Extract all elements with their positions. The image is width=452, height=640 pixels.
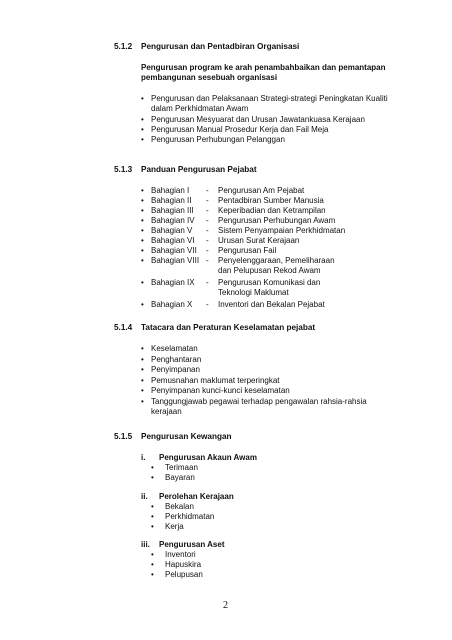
part-description [218,246,276,256]
subsection-number: i. [141,453,146,462]
section-intro-line-2: pembangunan sesebuah organisasi [141,73,278,82]
dash-separator: - [206,236,209,245]
bullet-icon: • [151,473,154,482]
part-label: Bahagian VIII [151,256,200,265]
list-item-text [151,386,290,396]
part-description [218,196,324,206]
subsection-title: Pengurusan Aset [159,540,225,549]
part-label: Bahagian VII [151,246,197,255]
description-line: Pengurusan Am Pejabat [218,186,305,195]
bullet-icon: • [141,300,144,309]
description-line: Teknologi Maklumat [218,288,289,297]
dash-separator: - [206,300,209,309]
section-number-514: 5.1.4 [114,323,133,332]
page-number: 2 [223,600,228,611]
list-item-line: Pengurusan Perhubungan Pelanggan [151,135,285,144]
list-item-text: Inventori [165,550,196,559]
dash-separator: - [206,206,209,215]
list-item-text [151,115,365,125]
bullet-icon: • [141,115,144,124]
list-item-text [151,125,328,135]
part-label: Bahagian I [151,186,190,195]
description-line: Urusan Surat Kerajaan [218,236,300,245]
bullet-icon: • [141,135,144,144]
dash-separator: - [206,216,209,225]
section-title-514: Tatacara dan Peraturan Keselamatan pejabat [141,323,316,332]
list-item-line: Pengurusan Manual Prosedur Kerja dan Fail Meja [151,125,329,134]
bullet-icon: • [151,522,154,531]
subsection-title: Pengurusan Akaun Awam [159,453,257,462]
bullet-icon: • [141,186,144,195]
list-item-line: Keselamatan [151,344,198,353]
list-item-text [151,376,280,386]
list-item-line: Pengurusan dan Pelaksanaan Strategi-strategi Peningkatan Kualiti [151,94,388,103]
part-description [218,206,326,216]
description-line: Inventori dan Bekalan Pejabat [218,300,325,309]
description-line: dan Pelupusan Rekod Awam [218,266,321,275]
part-description [218,216,335,226]
list-item-text: Hapuskira [165,560,202,569]
section-number-515: 5.1.5 [114,432,133,441]
list-item-text [151,397,367,417]
list-item-line: kerajaan [151,406,182,416]
dash-separator: - [206,196,209,205]
part-label: Bahagian IV [151,216,195,225]
section-number-513: 5.1.3 [114,165,133,174]
bullet-icon: • [141,375,144,385]
part-label: Bahagian IX [151,278,195,287]
list-item-text [151,94,388,114]
subsection-number: ii. [141,492,148,501]
list-item-line: Pemusnahan maklumat terperingkat [151,375,280,385]
bullet-icon: • [151,502,154,511]
dash-separator: - [206,246,209,255]
part-label: Bahagian II [151,196,192,205]
list-item-text: Bayaran [165,473,195,482]
list-item-line: Penyimpanan kunci-kunci keselamatan [151,386,290,395]
description-line: Pengurusan Perhubungan Awam [218,216,336,225]
bullet-icon: • [151,512,154,521]
subsection-number: iii. [141,540,150,549]
dash-separator: - [206,278,209,287]
part-description [218,226,345,236]
list-item-text: Kerja [165,522,184,531]
bullet-icon: • [141,278,144,287]
description-line: Pengurusan Komunikasi dan [218,278,321,287]
list-item-text [151,344,198,354]
part-label: Bahagian III [151,206,194,215]
part-label: Bahagian VI [151,236,195,245]
list-item-text: Bekalan [165,502,194,511]
bullet-icon: • [151,570,154,579]
subsection-title: Perolehan Kerajaan [159,492,234,501]
bullet-icon: • [141,94,144,103]
list-item-line: dalam Perkhidmatan Awam [151,104,249,113]
bullet-icon: • [141,386,144,395]
bullet-icon: • [151,550,154,559]
part-description [218,256,335,276]
list-item-text: Terimaan [165,463,198,472]
bullet-icon: • [141,354,144,364]
part-label: Bahagian V [151,226,193,235]
bullet-icon: • [141,236,144,245]
dash-separator: - [206,226,209,235]
bullet-icon: • [141,196,144,205]
part-label: Bahagian X [151,300,193,309]
bullet-icon: • [141,246,144,255]
bullet-icon: • [151,463,154,472]
bullet-icon: • [151,560,154,569]
list-item-line: Tanggungjawab pegawai terhadap pengawalan rahsia-rahsia [151,396,367,406]
list-item-text [151,365,200,375]
section-title-515: Pengurusan Kewangan [141,432,232,441]
bullet-icon: • [141,125,144,134]
bullet-icon: • [141,206,144,215]
bullet-icon: • [141,256,144,265]
bullet-icon: • [141,216,144,225]
section-title-512: Pengurusan dan Pentadbiran Organisasi [141,42,300,51]
list-item-text [151,355,201,365]
description-line: Keperibadian dan Ketrampilan [218,206,326,215]
list-item-line: Penyimpanan [151,365,200,374]
description-line: Pentadbiran Sumber Manusia [218,196,324,205]
list-item-line: Pengurusan Mesyuarat dan Urusan Jawatankuasa Kerajaan [151,115,365,124]
list-item-text: Pelupusan [165,570,203,579]
section-title-513: Panduan Pengurusan Pejabat [141,165,257,174]
section-intro-line-1: Pengurusan program ke arah penambahbaikan dan pemantapan [141,63,386,72]
part-description [218,300,325,310]
bullet-icon: • [141,365,144,374]
part-description [218,186,304,196]
section-number-512: 5.1.2 [114,42,133,51]
list-item-line: Penghantaran [151,354,202,364]
list-item-text [151,135,285,145]
description-line: Sistem Penyampaian Perkhidmatan [218,226,346,235]
dash-separator: - [206,256,209,265]
bullet-icon: • [141,396,144,406]
part-description [218,236,299,246]
bullet-icon: • [141,226,144,235]
dash-separator: - [206,186,209,195]
bullet-icon: • [141,344,144,353]
description-line: Pengurusan Fail [218,246,277,255]
list-item-text: Perkhidmatan [165,512,215,521]
description-line: Penyelenggaraan, Pemeliharaan [218,256,335,265]
part-description [218,278,320,298]
